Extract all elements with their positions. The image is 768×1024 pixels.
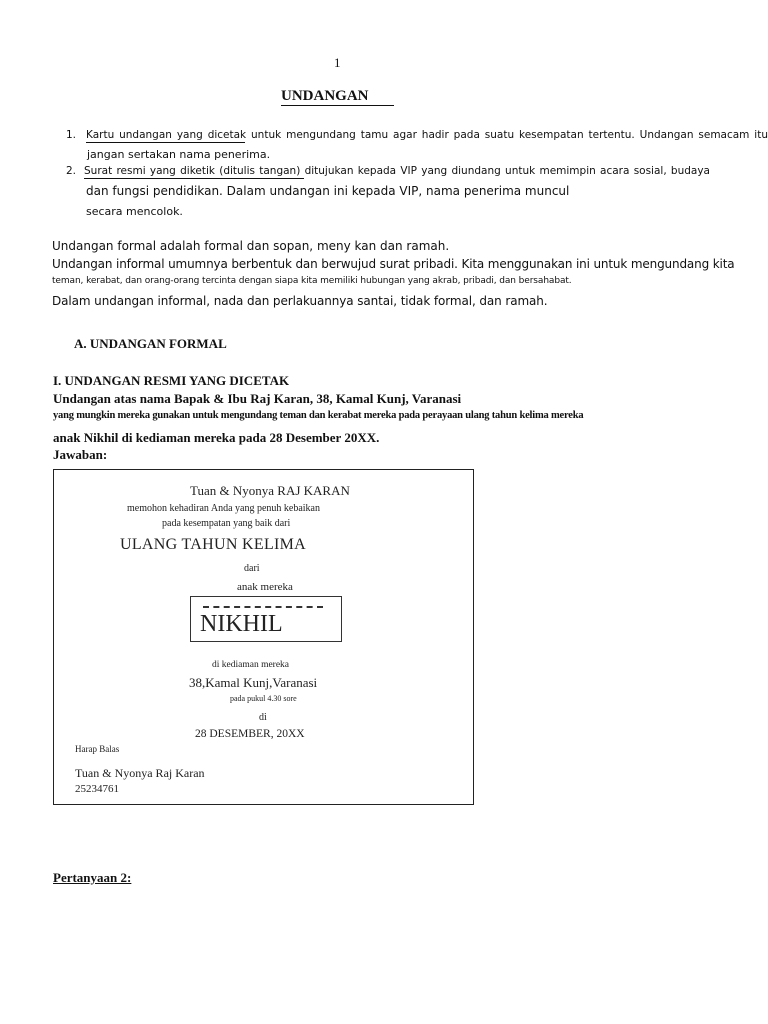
- child-name-box: [190, 596, 342, 642]
- list-item-1-line2: jangan sertakan nama penerima.: [87, 148, 271, 161]
- list-number-1: 1.: [66, 129, 77, 141]
- list-number-2: 2.: [66, 165, 77, 177]
- card-rsvp-name: Tuan & Nyonya Raj Karan: [75, 766, 205, 780]
- section-heading-formal: A. UNDANGAN FORMAL: [74, 336, 227, 351]
- question-line-3: anak Nikhil di kediaman mereka pada 28 Desember 20XX.: [53, 430, 380, 445]
- card-date: 28 DESEMBER, 20XX: [195, 728, 305, 740]
- list-item-2-line2: dan fungsi pendidikan. Dalam undangan ini kepada VIP, nama penerima muncul: [86, 184, 570, 198]
- paragraph-informal-3: Dalam undangan informal, nada dan perlakuannya santai, tidak formal, dan ramah.: [52, 294, 548, 308]
- card-at-residence: di kediaman mereka: [212, 660, 290, 670]
- page-title: UNDANGAN: [281, 88, 369, 104]
- underline-2: [84, 178, 304, 179]
- card-request-2: pada kesempatan yang baik dari: [162, 518, 291, 529]
- card-request-1: memohon kehadiran Anda yang penuh kebaikan: [127, 503, 320, 514]
- answer-label: Jawaban:: [53, 447, 108, 462]
- card-hosts: Tuan & Nyonya RAJ KARAN: [190, 483, 350, 498]
- invitation-card: [53, 469, 474, 805]
- card-on: di: [259, 712, 267, 723]
- card-child-name: NIKHIL: [200, 611, 283, 637]
- card-phone: 25234761: [75, 783, 119, 795]
- page-number: 1: [334, 55, 341, 70]
- title-underline: [281, 105, 394, 106]
- card-of: dari: [244, 563, 260, 574]
- name-box-dash: [203, 606, 323, 608]
- list-item-2-line3: secara mencolok.: [86, 205, 183, 218]
- card-rsvp: Harap Balas: [75, 744, 120, 754]
- question-2-heading: Pertanyaan 2:: [53, 870, 132, 885]
- question-line-1: Undangan atas nama Bapak & Ibu Raj Karan, 38, Kamal Kunj, Varanasi: [53, 391, 462, 406]
- card-occasion: ULANG TAHUN KELIMA: [120, 536, 307, 553]
- paragraph-formal: Undangan formal adalah formal dan sopan, meny kan dan ramah.: [52, 239, 450, 253]
- underline-1: [86, 142, 245, 143]
- card-address: 38,Kamal Kunj,Varanasi: [189, 675, 318, 690]
- question-heading: I. UNDANGAN RESMI YANG DICETAK: [53, 373, 290, 388]
- list-item-1-line1: Kartu undangan yang dicetak untuk mengundang tamu agar hadir pada suatu kesempatan tertentu. Undangan semacam itu: [86, 129, 768, 141]
- question-line-2: yang mungkin mereka gunakan untuk mengundang teman dan kerabat mereka pada perayaan ulang tahun kelima mereka: [53, 410, 584, 421]
- paragraph-informal-1: Undangan informal umumnya berbentuk dan berwujud surat pribadi. Kita menggunakan ini untuk mengundang kita: [52, 257, 735, 271]
- card-child-of: anak mereka: [237, 581, 293, 593]
- list-item-2-line1: Surat resmi yang diketik (ditulis tangan) ditujukan kepada VIP yang diundang untuk memimpin acara sosial, budaya: [84, 165, 710, 177]
- paragraph-informal-2: teman, kerabat, dan orang-orang tercinta dengan siapa kita memiliki hubungan yang akrab, pribadi, dan bersahabat.: [52, 276, 572, 286]
- card-time: pada pukul 4.30 sore: [230, 694, 297, 703]
